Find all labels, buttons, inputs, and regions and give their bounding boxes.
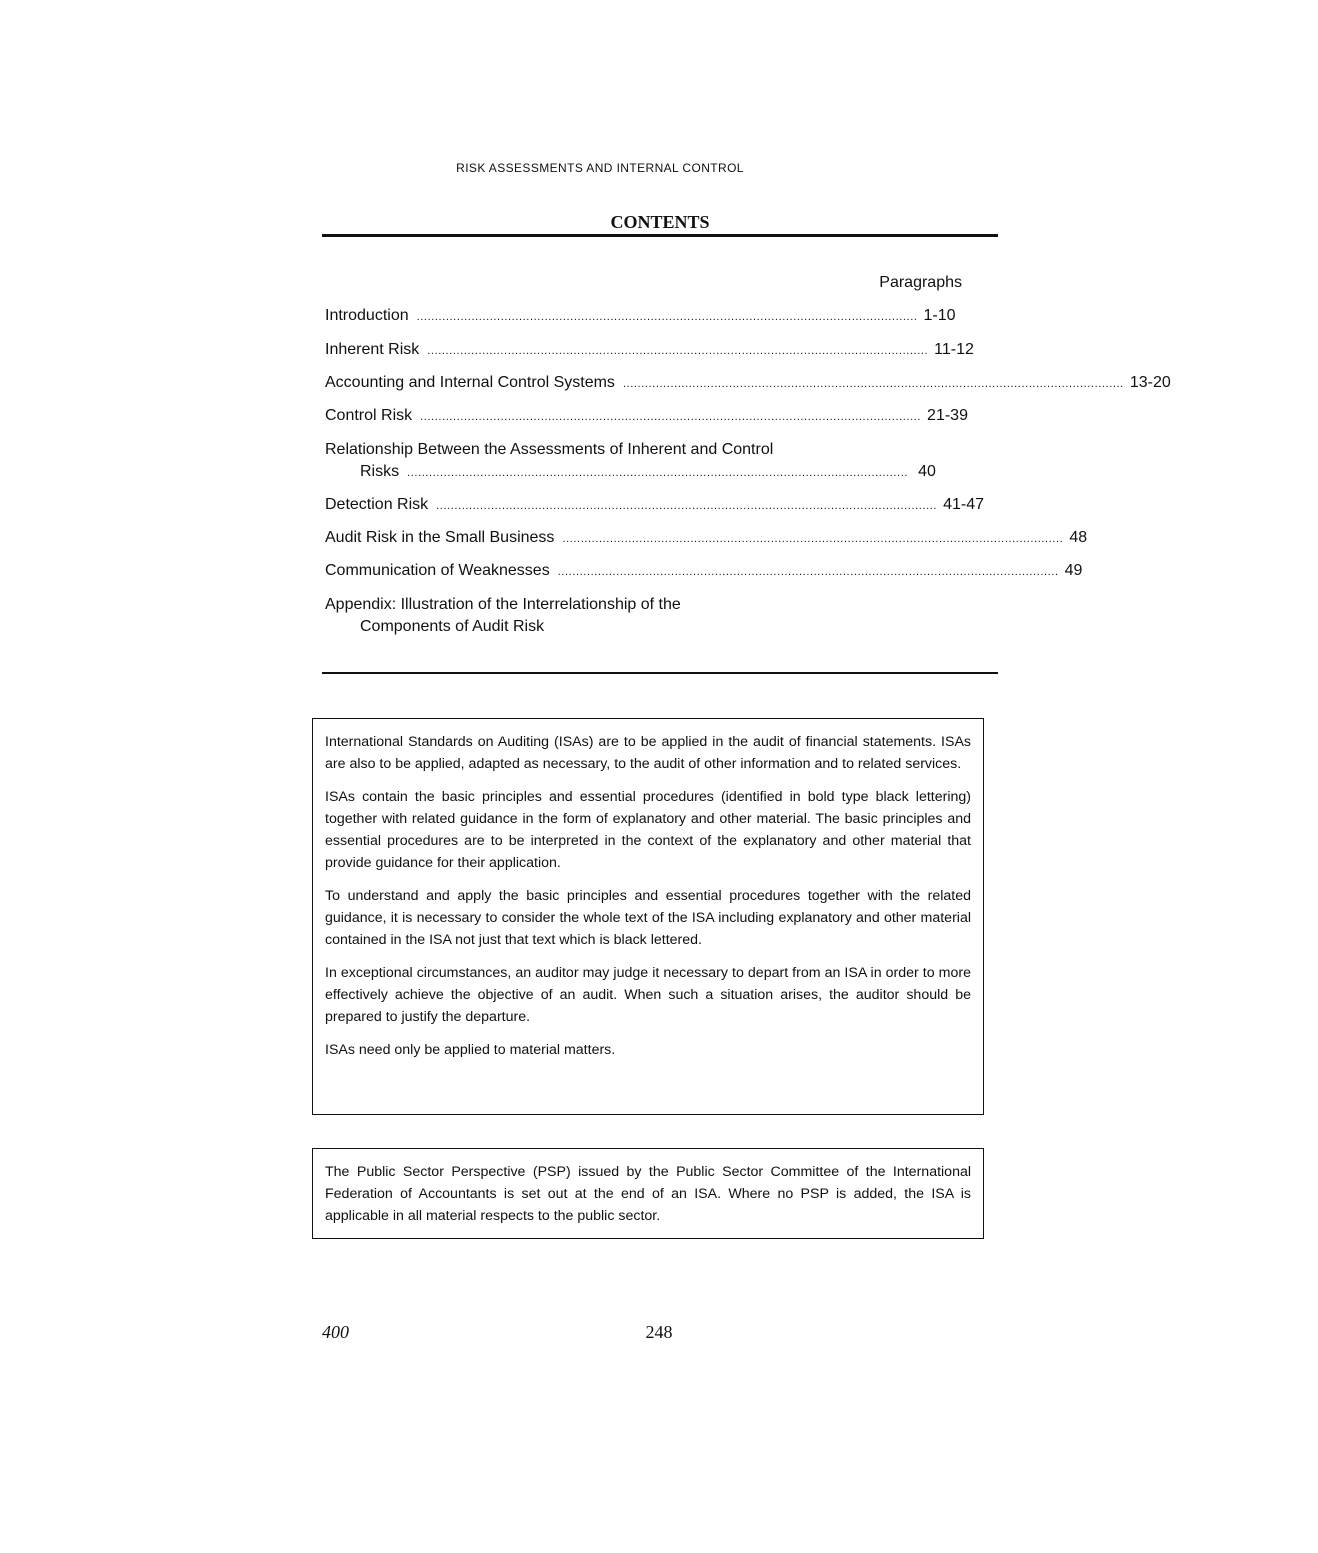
page-number: 248 bbox=[645, 1322, 673, 1342]
isa-notice-paragraph: In exceptional circumstances, an auditor may judge it necessary to depart from an ISA in order to more effectively achieve the objective of an audit. When such a situation arises, the auditor should be prepared to justify the departure. bbox=[325, 965, 971, 1025]
toc-entry-detection-risk[interactable] bbox=[325, 494, 984, 517]
isa-notice-box bbox=[312, 718, 984, 1115]
toc-entry-continuation: Risks bbox=[360, 463, 400, 480]
toc-entry-paragraphs: 11-12 bbox=[934, 341, 974, 358]
toc-entry-title: Introduction bbox=[325, 307, 409, 324]
toc-entry-title: Control Risk bbox=[325, 407, 413, 424]
paragraphs-label: Paragraphs bbox=[879, 274, 962, 291]
leader-dots: ......................................................................................................................................... bbox=[562, 533, 1064, 545]
toc-entry-paragraphs: 13-20 bbox=[1129, 374, 1171, 391]
toc-entry-title: Detection Risk bbox=[325, 496, 429, 513]
toc-entry-appendix[interactable] bbox=[325, 594, 940, 638]
leader-dots: ......................................................................................................................................... bbox=[407, 467, 909, 479]
leader-dots: ......................................................................................................................................... bbox=[427, 345, 929, 357]
leader-dots: ......................................................................................................................................... bbox=[436, 500, 938, 512]
toc-entry-communication-weaknesses[interactable] bbox=[325, 560, 1083, 583]
psp-notice-paragraph: The Public Sector Perspective (PSP) issued by the Public Sector Committee of the International Federation of Accountants is set out at the end of an ISA. Where no PSP is added, the ISA is applicable in all material respects to the public sector. bbox=[325, 1164, 971, 1224]
toc-entry-paragraphs: 1-10 bbox=[923, 307, 956, 324]
isa-notice-paragraph: ISAs contain the basic principles and essential procedures (identified in bold type black lettering) together with related guidance in the form of explanatory and other material. The basic principles and essential procedures are to be interpreted in the context of the explanatory and other material that provide guidance for their application. bbox=[325, 789, 971, 871]
leader-dots: ......................................................................................................................................... bbox=[557, 566, 1059, 578]
toc-entry-title: Relationship Between the Assessments of Inherent and Control bbox=[325, 441, 774, 458]
toc-entry-relationship-assessments[interactable] bbox=[325, 439, 940, 484]
toc-entry-paragraphs: 41-47 bbox=[943, 496, 984, 513]
leader-dots: ......................................................................................................................................... bbox=[420, 411, 922, 423]
isa-notice-paragraph: To understand and apply the basic principles and essential procedures together with the related guidance, it is necessary to consider the whole text of the ISA including explanatory and other material contained in the ISA not just that text which is black lettered. bbox=[325, 888, 971, 948]
toc-entry-title: Communication of Weaknesses bbox=[325, 562, 550, 579]
toc-entry-title: Appendix: Illustration of the Interrelationship of the bbox=[325, 596, 681, 613]
toc-entry-audit-risk-small-business[interactable] bbox=[325, 527, 1088, 550]
toc-entry-title: Inherent Risk bbox=[325, 341, 420, 358]
toc-entry-paragraphs: 40 bbox=[918, 463, 936, 480]
leader-dots: ......................................................................................................................................... bbox=[622, 378, 1124, 390]
top-rule bbox=[322, 234, 998, 237]
bottom-rule bbox=[322, 672, 998, 674]
toc-entry-introduction[interactable] bbox=[325, 305, 956, 328]
leader-dots: ......................................................................................................................................... bbox=[416, 311, 918, 323]
isa-notice-paragraph: ISAs need only be applied to material matters. bbox=[325, 1042, 616, 1058]
isa-notice-paragraph: International Standards on Auditing (ISAs) are to be applied in the audit of financial statements. ISAs are also to be applied, adapted as necessary, to the audit of other information and to related services. bbox=[325, 734, 971, 772]
toc-entry-continuation: Components of Audit Risk bbox=[360, 618, 545, 635]
contents-title: CONTENTS bbox=[610, 212, 710, 232]
toc-entry-title: Audit Risk in the Small Business bbox=[325, 529, 555, 546]
toc-entry-paragraphs: 49 bbox=[1064, 562, 1083, 579]
toc-entry-control-risk[interactable] bbox=[325, 405, 968, 428]
toc-entry-accounting-internal-control[interactable] bbox=[325, 372, 1171, 395]
toc-entry-title: Accounting and Internal Control Systems bbox=[325, 374, 615, 391]
toc-entry-paragraphs: 21-39 bbox=[927, 407, 968, 424]
psp-notice-box bbox=[312, 1148, 984, 1239]
toc-entry-paragraphs: 48 bbox=[1069, 529, 1088, 546]
standard-number: 400 bbox=[322, 1322, 349, 1342]
toc-entry-inherent-risk[interactable] bbox=[325, 339, 974, 362]
running-head: RISK ASSESSMENTS AND INTERNAL CONTROL bbox=[456, 161, 744, 175]
